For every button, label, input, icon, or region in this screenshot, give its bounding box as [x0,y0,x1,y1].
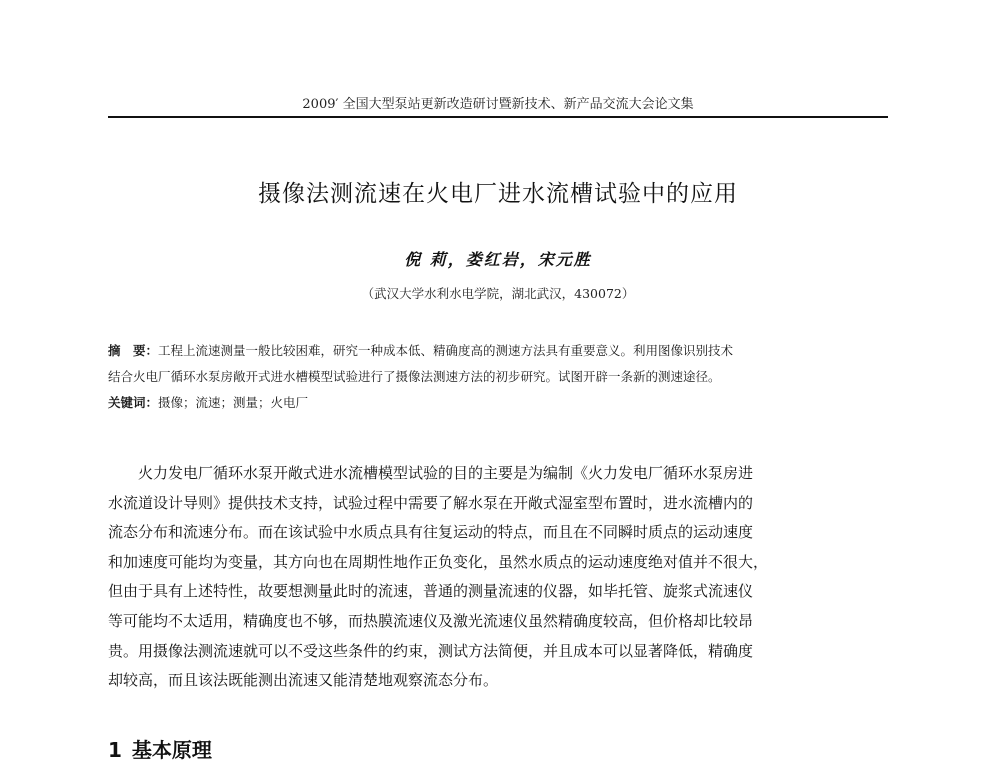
body-line-7: 贵。用摄像法测流速就可以不受这些条件的约束，测试方法简便，并且成本可以显著降低，精确度 [108,641,754,660]
body-line-2: 水流道设计导则》提供技术支持，试验过程中需要了解水泵在开敞式湿室型布置时，进水流槽内的 [108,493,754,512]
header-rule [108,116,888,118]
affiliation: （武汉大学水利水电学院，湖北武汉，430072） [361,286,635,301]
body-line-1: 火力发电厂循环水泵开敞式进水流槽模型试验的目的主要是为编制《火力发电厂循环水泵房进 [138,464,754,482]
author-list: 倪 莉，娄红岩，宋元胜 [404,250,592,269]
keywords-line [108,390,888,416]
keywords-text: 摄像；流速；测量；火电厂 [158,395,309,410]
body-paragraph [108,459,888,696]
running-header: 2009′ 全国大型泵站更新改造研讨暨新技术、新产品交流大会论文集 [302,97,694,112]
body-line-6: 等可能均不太适用，精确度也不够，而热膜流速仪及激光流速仪虽然精确度较高，但价格却比较昂 [108,611,754,630]
section-title: 基本原理 [131,738,212,762]
abstract-block [108,338,888,416]
body-line-3: 流态分布和流速分布。而在该试验中水质点具有往复运动的特点，而且在不同瞬时质点的运动速度 [108,523,754,542]
abstract-line-2: 结合火电厂循环水泵房敞开式进水槽模型试验进行了摄像法测速方法的初步研究。试图开辟一条新的测速途径。 [108,369,721,384]
paper-title: 摄像法测流速在火电厂进水流槽试验中的应用 [258,181,738,207]
body-line-4: 和加速度可能均为变量，其方向也在周期性地作正负变化，虽然水质点的运动速度绝对值并不很大， [108,552,769,571]
abstract-label: 摘 要： [108,343,159,358]
body-line-5: 但由于具有上述特性，故要想测量此时的流速，普通的测量流速的仪器，如毕托管、旋浆式流速仪 [108,582,754,601]
abstract-text-1: 工程上流速测量一般比较困难，研究一种成本低、精确度高的测速方法具有重要意义。利用图像识别技术 [158,343,734,358]
keywords-label: 关键词： [108,395,159,410]
section-number: 1 [108,738,122,762]
section-heading [108,734,212,763]
abstract-line-1 [108,338,888,364]
body-line-8: 却较高，而且该法既能测出流速又能清楚地观察流态分布。 [108,671,499,690]
